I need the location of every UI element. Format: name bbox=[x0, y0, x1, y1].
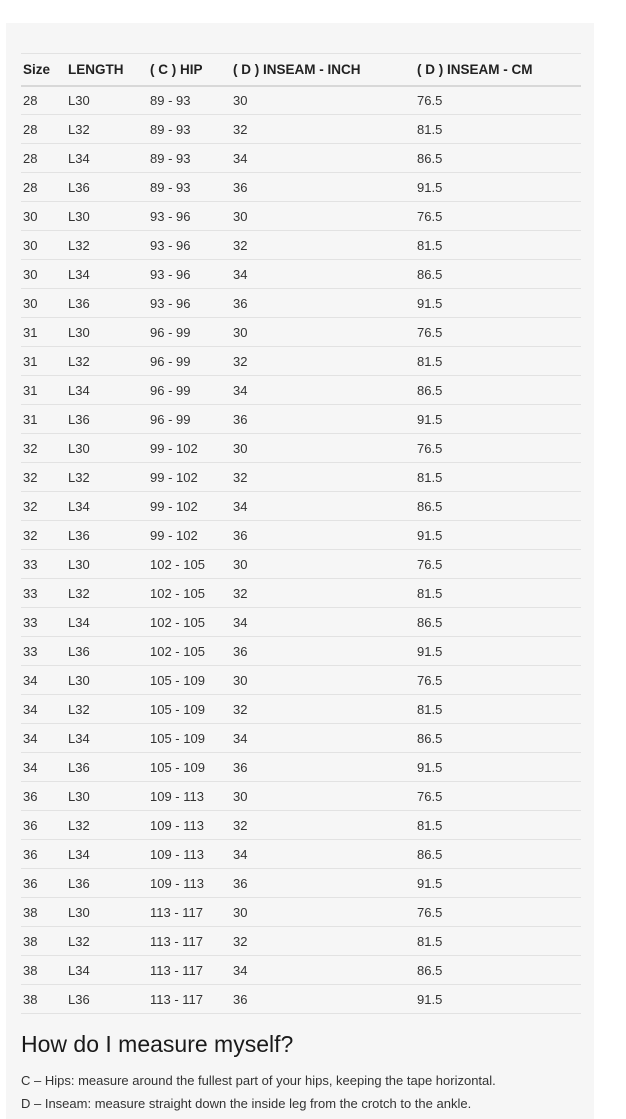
inseam-inch-cell: 30 bbox=[233, 92, 248, 108]
inseam-cm-cell: 91.5 bbox=[417, 179, 443, 195]
header-inseam-inch: ( D ) INSEAM - INCH bbox=[233, 61, 361, 77]
hip-cell: 99 - 102 bbox=[150, 498, 198, 514]
size-cell: 30 bbox=[23, 266, 38, 282]
hips-measure-note: C – Hips: measure around the fullest part of your hips, keeping the tape horizontal. bbox=[21, 1073, 496, 1088]
hip-cell: 102 - 105 bbox=[150, 614, 205, 630]
table-row bbox=[21, 463, 581, 492]
hip-cell: 102 - 105 bbox=[150, 585, 205, 601]
inseam-inch-cell: 32 bbox=[233, 469, 248, 485]
length-cell: L34 bbox=[68, 498, 90, 514]
length-cell: L30 bbox=[68, 324, 90, 340]
table-row bbox=[21, 173, 581, 202]
size-cell: 30 bbox=[23, 295, 38, 311]
inseam-inch-cell: 36 bbox=[233, 875, 248, 891]
length-cell: L34 bbox=[68, 150, 90, 166]
size-cell: 38 bbox=[23, 962, 38, 978]
size-cell: 30 bbox=[23, 208, 38, 224]
hip-cell: 109 - 113 bbox=[150, 788, 204, 804]
hip-cell: 109 - 113 bbox=[150, 817, 204, 833]
table-row bbox=[21, 927, 581, 956]
size-chart-table bbox=[21, 53, 581, 1014]
size-cell: 31 bbox=[23, 353, 38, 369]
size-cell: 38 bbox=[23, 904, 38, 920]
table-row bbox=[21, 956, 581, 985]
length-cell: L34 bbox=[68, 846, 90, 862]
table-row bbox=[21, 318, 581, 347]
inseam-cm-cell: 81.5 bbox=[417, 353, 443, 369]
inseam-inch-cell: 34 bbox=[233, 382, 248, 398]
length-cell: L34 bbox=[68, 730, 90, 746]
hip-cell: 113 - 117 bbox=[150, 962, 204, 978]
table-row bbox=[21, 144, 581, 173]
size-cell: 34 bbox=[23, 759, 38, 775]
hip-cell: 96 - 99 bbox=[150, 324, 191, 340]
inseam-cm-cell: 76.5 bbox=[417, 556, 443, 572]
inseam-inch-cell: 32 bbox=[233, 121, 248, 137]
size-cell: 28 bbox=[23, 121, 38, 137]
table-row bbox=[21, 724, 581, 753]
hip-cell: 96 - 99 bbox=[150, 411, 191, 427]
inseam-inch-cell: 36 bbox=[233, 759, 248, 775]
hip-cell: 102 - 105 bbox=[150, 643, 205, 659]
inseam-inch-cell: 34 bbox=[233, 962, 248, 978]
table-row bbox=[21, 840, 581, 869]
table-row bbox=[21, 811, 581, 840]
inseam-inch-cell: 36 bbox=[233, 411, 248, 427]
hip-cell: 99 - 102 bbox=[150, 527, 198, 543]
length-cell: L36 bbox=[68, 179, 90, 195]
inseam-cm-cell: 81.5 bbox=[417, 237, 443, 253]
inseam-inch-cell: 32 bbox=[233, 237, 248, 253]
hip-cell: 89 - 93 bbox=[150, 150, 191, 166]
length-cell: L30 bbox=[68, 92, 90, 108]
inseam-cm-cell: 81.5 bbox=[417, 121, 443, 137]
hip-cell: 113 - 117 bbox=[150, 933, 204, 949]
inseam-inch-cell: 30 bbox=[233, 208, 248, 224]
size-cell: 32 bbox=[23, 440, 38, 456]
inseam-cm-cell: 86.5 bbox=[417, 962, 443, 978]
size-chart-body bbox=[21, 86, 581, 1014]
inseam-cm-cell: 86.5 bbox=[417, 382, 443, 398]
length-cell: L34 bbox=[68, 266, 90, 282]
length-cell: L32 bbox=[68, 121, 90, 137]
length-cell: L36 bbox=[68, 527, 90, 543]
header-length: LENGTH bbox=[68, 61, 124, 77]
size-cell: 32 bbox=[23, 527, 38, 543]
hip-cell: 105 - 109 bbox=[150, 701, 205, 717]
inseam-measure-note: D – Inseam: measure straight down the inside leg from the crotch to the ankle. bbox=[21, 1096, 472, 1111]
length-cell: L36 bbox=[68, 295, 90, 311]
size-cell: 33 bbox=[23, 643, 38, 659]
length-cell: L30 bbox=[68, 556, 90, 572]
length-cell: L34 bbox=[68, 962, 90, 978]
inseam-inch-cell: 30 bbox=[233, 556, 248, 572]
hip-cell: 89 - 93 bbox=[150, 179, 191, 195]
length-cell: L36 bbox=[68, 411, 90, 427]
length-cell: L32 bbox=[68, 353, 90, 369]
hip-cell: 105 - 109 bbox=[150, 672, 205, 688]
inseam-cm-cell: 86.5 bbox=[417, 846, 443, 862]
size-cell: 34 bbox=[23, 701, 38, 717]
size-cell: 34 bbox=[23, 730, 38, 746]
size-cell: 28 bbox=[23, 179, 38, 195]
inseam-inch-cell: 32 bbox=[233, 701, 248, 717]
table-row bbox=[21, 985, 581, 1014]
size-cell: 36 bbox=[23, 846, 38, 862]
inseam-cm-cell: 81.5 bbox=[417, 469, 443, 485]
header-row bbox=[21, 54, 581, 86]
inseam-inch-cell: 34 bbox=[233, 498, 248, 514]
length-cell: L36 bbox=[68, 643, 90, 659]
table-row bbox=[21, 86, 581, 115]
header-hip: ( C ) HIP bbox=[150, 61, 203, 77]
inseam-inch-cell: 34 bbox=[233, 614, 248, 630]
inseam-cm-cell: 81.5 bbox=[417, 817, 443, 833]
length-cell: L32 bbox=[68, 585, 90, 601]
inseam-inch-cell: 30 bbox=[233, 324, 248, 340]
inseam-inch-cell: 30 bbox=[233, 788, 248, 804]
inseam-inch-cell: 32 bbox=[233, 817, 248, 833]
size-cell: 28 bbox=[23, 92, 38, 108]
inseam-inch-cell: 34 bbox=[233, 730, 248, 746]
size-cell: 30 bbox=[23, 237, 38, 253]
length-cell: L32 bbox=[68, 817, 90, 833]
inseam-cm-cell: 91.5 bbox=[417, 527, 443, 543]
inseam-inch-cell: 36 bbox=[233, 643, 248, 659]
hip-cell: 89 - 93 bbox=[150, 121, 191, 137]
hip-cell: 93 - 96 bbox=[150, 266, 191, 282]
inseam-cm-cell: 81.5 bbox=[417, 933, 443, 949]
table-row bbox=[21, 579, 581, 608]
size-cell: 36 bbox=[23, 875, 38, 891]
inseam-cm-cell: 81.5 bbox=[417, 585, 443, 601]
inseam-inch-cell: 32 bbox=[233, 933, 248, 949]
length-cell: L32 bbox=[68, 701, 90, 717]
hip-cell: 99 - 102 bbox=[150, 469, 198, 485]
hip-cell: 105 - 109 bbox=[150, 730, 205, 746]
length-cell: L32 bbox=[68, 933, 90, 949]
size-cell: 38 bbox=[23, 991, 38, 1007]
table-row bbox=[21, 231, 581, 260]
measure-guide-heading: How do I measure myself? bbox=[21, 1031, 294, 1057]
table-row bbox=[21, 434, 581, 463]
inseam-cm-cell: 86.5 bbox=[417, 614, 443, 630]
table-row bbox=[21, 782, 581, 811]
hip-cell: 93 - 96 bbox=[150, 208, 191, 224]
inseam-cm-cell: 91.5 bbox=[417, 991, 443, 1007]
hip-cell: 109 - 113 bbox=[150, 846, 204, 862]
inseam-inch-cell: 30 bbox=[233, 904, 248, 920]
length-cell: L32 bbox=[68, 237, 90, 253]
table-row bbox=[21, 405, 581, 434]
size-cell: 32 bbox=[23, 498, 38, 514]
table-row bbox=[21, 753, 581, 782]
header-size: Size bbox=[23, 61, 51, 77]
inseam-cm-cell: 76.5 bbox=[417, 208, 443, 224]
inseam-cm-cell: 76.5 bbox=[417, 92, 443, 108]
hip-cell: 96 - 99 bbox=[150, 382, 191, 398]
length-cell: L30 bbox=[68, 788, 90, 804]
table-row bbox=[21, 289, 581, 318]
length-cell: L34 bbox=[68, 614, 90, 630]
inseam-inch-cell: 36 bbox=[233, 991, 248, 1007]
inseam-cm-cell: 76.5 bbox=[417, 904, 443, 920]
hip-cell: 113 - 117 bbox=[150, 991, 204, 1007]
inseam-cm-cell: 76.5 bbox=[417, 324, 443, 340]
inseam-inch-cell: 32 bbox=[233, 585, 248, 601]
length-cell: L36 bbox=[68, 991, 90, 1007]
inseam-cm-cell: 86.5 bbox=[417, 498, 443, 514]
inseam-inch-cell: 34 bbox=[233, 266, 248, 282]
size-cell: 31 bbox=[23, 382, 38, 398]
length-cell: L36 bbox=[68, 875, 90, 891]
table-row bbox=[21, 898, 581, 927]
table-row bbox=[21, 869, 581, 898]
hip-cell: 96 - 99 bbox=[150, 353, 191, 369]
size-cell: 31 bbox=[23, 411, 38, 427]
inseam-inch-cell: 34 bbox=[233, 150, 248, 166]
table-row bbox=[21, 637, 581, 666]
inseam-inch-cell: 36 bbox=[233, 527, 248, 543]
hip-cell: 93 - 96 bbox=[150, 237, 191, 253]
table-row bbox=[21, 695, 581, 724]
length-cell: L32 bbox=[68, 469, 90, 485]
table-row bbox=[21, 202, 581, 231]
inseam-cm-cell: 91.5 bbox=[417, 411, 443, 427]
table-row bbox=[21, 521, 581, 550]
length-cell: L36 bbox=[68, 759, 90, 775]
hip-cell: 102 - 105 bbox=[150, 556, 205, 572]
inseam-inch-cell: 36 bbox=[233, 295, 248, 311]
inseam-cm-cell: 86.5 bbox=[417, 730, 443, 746]
inseam-cm-cell: 81.5 bbox=[417, 701, 443, 717]
inseam-inch-cell: 34 bbox=[233, 846, 248, 862]
length-cell: L30 bbox=[68, 672, 90, 688]
inseam-cm-cell: 86.5 bbox=[417, 150, 443, 166]
inseam-cm-cell: 76.5 bbox=[417, 788, 443, 804]
size-cell: 33 bbox=[23, 556, 38, 572]
inseam-inch-cell: 36 bbox=[233, 179, 248, 195]
table-row bbox=[21, 550, 581, 579]
size-cell: 36 bbox=[23, 817, 38, 833]
table-row bbox=[21, 347, 581, 376]
length-cell: L30 bbox=[68, 904, 90, 920]
table-row bbox=[21, 492, 581, 521]
size-cell: 36 bbox=[23, 788, 38, 804]
header-inseam-cm: ( D ) INSEAM - CM bbox=[417, 61, 533, 77]
size-cell: 33 bbox=[23, 614, 38, 630]
length-cell: L30 bbox=[68, 440, 90, 456]
hip-cell: 99 - 102 bbox=[150, 440, 198, 456]
inseam-inch-cell: 30 bbox=[233, 440, 248, 456]
hip-cell: 113 - 117 bbox=[150, 904, 204, 920]
size-cell: 32 bbox=[23, 469, 38, 485]
inseam-inch-cell: 32 bbox=[233, 353, 248, 369]
inseam-inch-cell: 30 bbox=[233, 672, 248, 688]
size-cell: 34 bbox=[23, 672, 38, 688]
inseam-cm-cell: 76.5 bbox=[417, 440, 443, 456]
inseam-cm-cell: 91.5 bbox=[417, 759, 443, 775]
table-row bbox=[21, 260, 581, 289]
size-cell: 31 bbox=[23, 324, 38, 340]
table-row bbox=[21, 666, 581, 695]
inseam-cm-cell: 76.5 bbox=[417, 672, 443, 688]
length-cell: L30 bbox=[68, 208, 90, 224]
hip-cell: 89 - 93 bbox=[150, 92, 191, 108]
size-cell: 28 bbox=[23, 150, 38, 166]
size-cell: 33 bbox=[23, 585, 38, 601]
inseam-cm-cell: 86.5 bbox=[417, 266, 443, 282]
inseam-cm-cell: 91.5 bbox=[417, 875, 443, 891]
size-guide-panel bbox=[6, 23, 594, 1119]
size-chart-header bbox=[21, 54, 581, 86]
length-cell: L34 bbox=[68, 382, 90, 398]
hip-cell: 105 - 109 bbox=[150, 759, 205, 775]
table-row bbox=[21, 115, 581, 144]
hip-cell: 93 - 96 bbox=[150, 295, 191, 311]
hip-cell: 109 - 113 bbox=[150, 875, 204, 891]
inseam-cm-cell: 91.5 bbox=[417, 295, 443, 311]
table-row bbox=[21, 608, 581, 637]
table-row bbox=[21, 376, 581, 405]
size-cell: 38 bbox=[23, 933, 38, 949]
inseam-cm-cell: 91.5 bbox=[417, 643, 443, 659]
